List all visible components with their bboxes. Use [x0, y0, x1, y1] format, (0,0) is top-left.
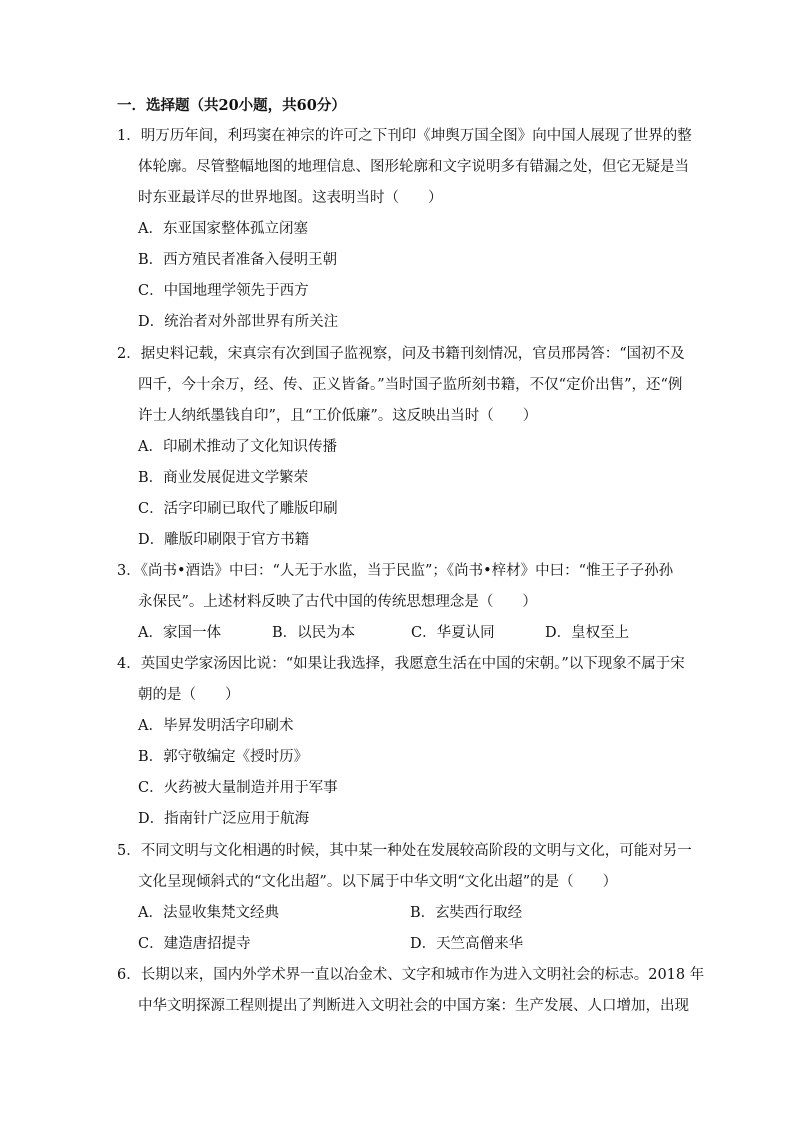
- question-3-line-2: 永保民”。上述材料反映了古代中国的传统思想理念是（ ）: [138, 594, 537, 610]
- question-2-option-d: D．雕版印刷限于官方书籍: [138, 532, 310, 548]
- section-title: 一．选择题（共20小题，共60分）: [117, 97, 346, 114]
- question-3-option-a: A．家国一体: [138, 625, 221, 641]
- question-2-option-a: A．印刷术推动了文化知识传播: [138, 439, 337, 455]
- question-1-option-a: A．东亚国家整体孤立闭塞: [138, 221, 308, 237]
- question-1-line-1: 1．明万历年间，利玛窦在神宗的许可之下刊印《坤舆万国全图》向中国人展现了世界的整: [117, 128, 692, 144]
- question-1-option-b: B．西方殖民者准备入侵明王朝: [138, 252, 338, 268]
- question-3-option-d: D．皇权至上: [545, 625, 630, 641]
- question-4-line-1: 4．英国史学家汤因比说：“如果让我选择，我愿意生活在中国的宋朝。”以下现象不属于宋: [117, 656, 685, 672]
- question-5-option-a: A．法显收集梵文经典: [138, 905, 279, 921]
- question-6-line-2: 中华文明探源工程则提出了判断进入文明社会的中国方案：生产发展、人口增加，出现: [138, 998, 689, 1014]
- question-5-option-c: C．建造唐招提寺: [138, 936, 251, 952]
- question-5-option-d: D．天竺高僧来华: [410, 936, 524, 952]
- question-2-line-1: 2．据史料记载，宋真宗有次到国子监视察，问及书籍刊刻情况，官员邢昺答：“国初不及: [117, 346, 685, 362]
- question-6-line-1: 6．长期以来，国内外学术界一直以冶金术、文字和城市作为进入文明社会的标志。2018 年: [117, 967, 705, 983]
- question-4-option-c: C．火药被大量制造并用于军事: [138, 780, 338, 796]
- question-2-option-c: C．活字印刷已取代了雕版印刷: [138, 501, 338, 517]
- question-5-line-1: 5．不同文明与文化相遇的时候，其中某一种处在发展较高阶段的文明与文化，可能对另一: [117, 843, 692, 859]
- question-4-option-a: A．毕昇发明活字印刷术: [138, 718, 294, 734]
- question-2-line-2: 四千，今十余万，经、传、正义皆备。”当时国子监所刻书籍，不仅“定价出售”，还“例: [138, 377, 683, 393]
- question-1-line-3: 时东亚最详尽的世界地图。这表明当时（ ）: [138, 190, 443, 206]
- question-1-line-2: 体轮廓。尽管整幅地图的地理信息、图形轮廓和文字说明多有错漏之处，但它无疑是当: [138, 159, 689, 175]
- question-1-option-d: D．统治者对外部世界有所关注: [138, 314, 339, 330]
- question-3-option-b: B．以民为本: [272, 625, 356, 641]
- question-2-line-3: 许士人纳纸墨钱自印”，且“工价低廉”。这反映出当时（ ）: [138, 408, 538, 424]
- question-5-option-b: B．玄奘西行取经: [410, 905, 523, 921]
- question-4-option-d: D．指南针广泛应用于航海: [138, 811, 310, 827]
- question-1-option-c: C．中国地理学领先于西方: [138, 283, 309, 299]
- question-3-option-c: C．华夏认同: [411, 625, 495, 641]
- question-4-line-2: 朝的是（ ）: [138, 687, 240, 703]
- question-4-option-b: B．郭守敬编定《授时历》: [138, 749, 309, 765]
- question-3-line-1: 3．《尚书•酒诰》中曰：“人无于水监，当于民监”；《尚书•梓材》中曰：“惟王子子孙孙: [117, 563, 674, 579]
- question-5-line-2: 文化呈现倾斜式的“文化出超”。以下属于中华文明“文化出超”的是（ ）: [138, 874, 618, 890]
- question-2-option-b: B．商业发展促进文学繁荣: [138, 470, 309, 486]
